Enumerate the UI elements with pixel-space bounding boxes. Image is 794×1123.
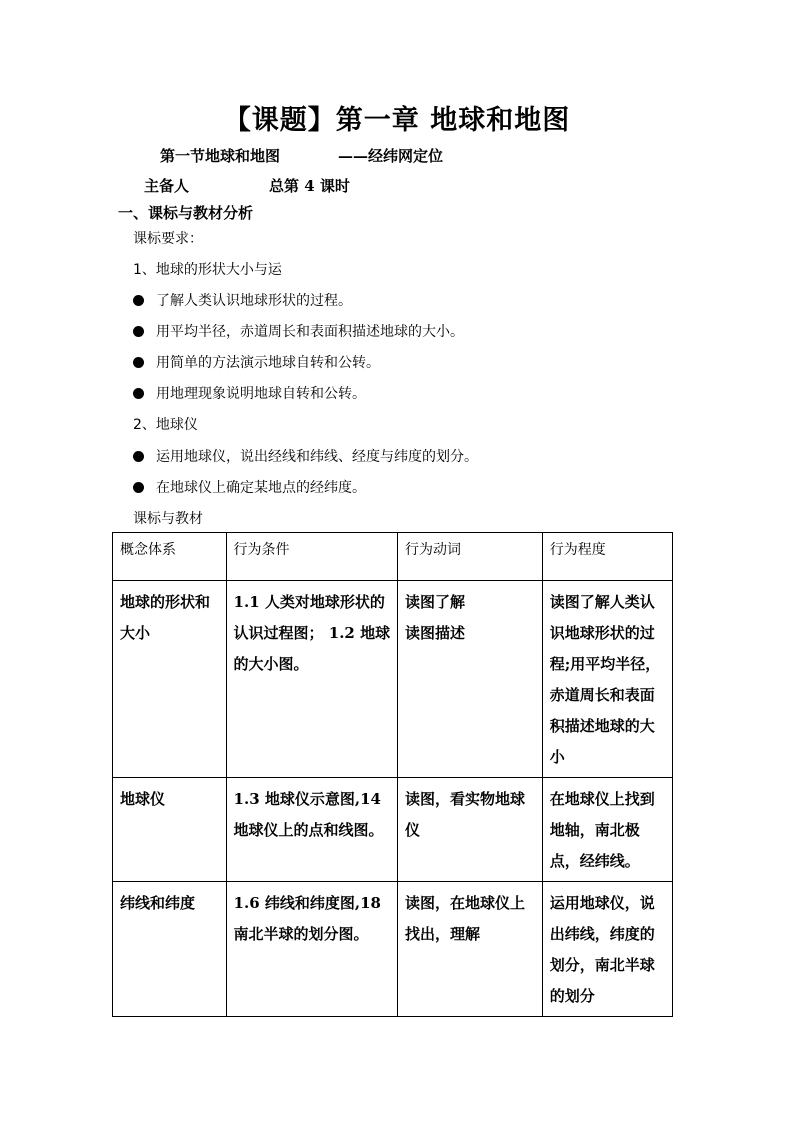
table-cell: 1.6 纬线和纬度图,18 南北半球的划分图。 <box>226 882 397 1017</box>
list-item: 在地球仪上确定某地点的经纬度。 <box>133 477 366 497</box>
table-cell: 1.3 地球仪示意图,14 地球仪上的点和线图。 <box>226 778 397 882</box>
subtitle-topic: ——经纬网定位 <box>338 147 444 165</box>
list-item: 用平均半径，赤道周长和表面积描述地球的大小。 <box>133 321 464 341</box>
group-heading: 2、地球仪 <box>133 417 198 433</box>
bullet-icon <box>133 451 144 462</box>
bullet-icon <box>133 326 144 337</box>
table-header-cell: 行为动词 <box>397 533 542 581</box>
bullet-icon <box>133 388 144 399</box>
requirements-label: 课标要求： <box>133 231 203 247</box>
list-item: 运用地球仪，说出经线和纬线、经度与纬度的划分。 <box>133 446 478 466</box>
table-cell: 读图了解 读图描述 <box>397 581 542 778</box>
subtitle <box>160 145 443 166</box>
section-heading: 一、课标与教材分析 <box>118 204 254 222</box>
table-header-cell: 行为条件 <box>226 533 397 581</box>
table-header-cell: 概念体系 <box>113 533 227 581</box>
table-cell: 读图，看实物地球仪 <box>397 778 542 882</box>
table-row <box>113 778 673 882</box>
list-item: 用简单的方法演示地球自转和公转。 <box>133 352 380 372</box>
list-item: 了解人类认识地球形状的过程。 <box>133 290 352 310</box>
period-label: 总第 4 课时 <box>269 177 350 195</box>
bullet-icon <box>133 482 144 493</box>
table-cell: 地球仪 <box>113 778 227 882</box>
table-cell: 1.1 人类对地球形状的认识过程图； 1.2 地球的大小图。 <box>226 581 397 778</box>
table-cell: 读图，在地球仪上找出，理解 <box>397 882 542 1017</box>
preparer-label: 主备人 <box>144 177 190 195</box>
table-cell: 读图了解人类认识地球形状的过程;用平均半径，赤道周长和表面积描述地球的大小 <box>542 581 672 778</box>
table-cell: 纬线和纬度 <box>113 882 227 1017</box>
curriculum-table <box>112 532 673 1017</box>
page-title: 【课题】第一章 地球和地图 <box>223 105 571 136</box>
lesson-meta <box>144 175 350 196</box>
table-caption: 课标与教材 <box>133 511 203 527</box>
bullet-icon <box>133 295 144 306</box>
table-header-cell: 行为程度 <box>542 533 672 581</box>
table-header-row <box>113 533 673 581</box>
table-cell: 地球的形状和大小 <box>113 581 227 778</box>
subtitle-section: 第一节地球和地图 <box>160 147 281 165</box>
bullet-icon <box>133 357 144 368</box>
table-row <box>113 581 673 778</box>
table-cell: 运用地球仪，说出纬线，纬度的划分，南北半球的划分 <box>542 882 672 1017</box>
group-heading: 1、地球的形状大小与运 <box>133 262 282 278</box>
list-item: 用地理现象说明地球自转和公转。 <box>133 383 366 403</box>
table-cell: 在地球仪上找到地轴，南北极点，经纬线。 <box>542 778 672 882</box>
table-row <box>113 882 673 1017</box>
